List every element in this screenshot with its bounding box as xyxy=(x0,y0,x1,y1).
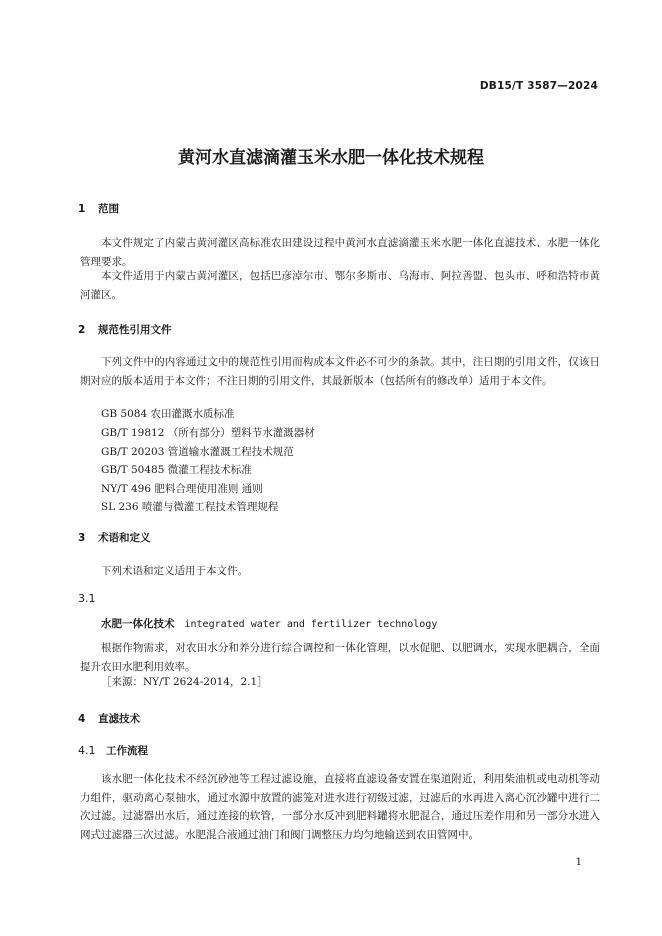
reference-item: NY/T 496 肥料合理使用准则 通则 xyxy=(101,483,263,495)
reference-item: SL 236 喷灌与微灌工程技术管理规程 xyxy=(101,501,279,513)
section-number: 4 xyxy=(78,713,86,725)
term-english: integrated water and fertilizer technology xyxy=(184,619,438,630)
section-number: 1 xyxy=(78,203,86,215)
section-2-heading xyxy=(78,322,172,337)
reference-item: GB/T 19812 （所有部分）塑料节水灌溉器材 xyxy=(101,427,315,439)
reference-item: GB 5084 农田灌溉水质标准 xyxy=(101,408,235,420)
section-title: 规范性引用文件 xyxy=(98,324,172,336)
terms-intro: 下列术语和定义适用于本文件。 xyxy=(101,565,248,577)
scope-paragraph-1: 本文件规定了内蒙古黄河灌区高标准农田建设过程中黄河水直滤滴灌玉米水肥一体化直滤技术、水肥一体化管理要求。 xyxy=(80,237,600,268)
section-title: 术语和定义 xyxy=(98,532,151,544)
term-entry xyxy=(101,616,437,631)
section-3-heading xyxy=(78,530,151,545)
term-definition: 根据作物需求，对农田水分和养分进行综合调控和一体化管理，以水促肥、以肥调水，实现水肥耦合，全面提升农田水肥利用效率。 xyxy=(80,642,600,673)
subsection-4-1-heading xyxy=(78,743,148,758)
subsection-title: 工作流程 xyxy=(106,745,148,757)
reference-item: GB/T 50485 微灌工程技术标准 xyxy=(101,464,252,476)
scope-paragraph-2: 本文件适用于内蒙古黄河灌区，包括巴彦淖尔市、鄂尔多斯市、乌海市、阿拉善盟、包头市、呼和浩特市黄河灌区。 xyxy=(80,270,600,301)
subsection-3-1-number: 3.1 xyxy=(78,592,96,605)
term-source: ［来源：NY/T 2624-2014，2.1］ xyxy=(101,676,268,688)
workflow-paragraph: 该水肥一体化技术不经沉砂池等工程过滤设施，直接将直滤设备安置在渠道附近，利用柴油机或电动机等动力组件，驱动离心泵抽水，通过水源中放置的滤笼对进水进行初级过滤，过滤后的水再进入离心沉沙罐中进行二次过滤。过滤器出水后，通过连接的软管，一部分水反冲到肥料罐将水肥混合，通过压差作用和另一部分水进入网式过滤器三次过滤。水肥混合液通过油门和阀门调整压力均匀地输送到农田管网中。 xyxy=(80,773,600,841)
page-number: 1 xyxy=(575,857,582,868)
subsection-number: 4.1 xyxy=(78,744,96,757)
section-number: 2 xyxy=(78,324,86,336)
term-chinese: 水肥一体化技术 xyxy=(101,618,175,630)
section-4-heading xyxy=(78,711,140,726)
section-title: 范围 xyxy=(98,203,119,215)
normative-intro: 下列文件中的内容通过文中的规范性引用而构成本文件必不可少的条款。其中，注日期的引用文件，仅该日期对应的版本适用于本文件；不注日期的引用文件，其最新版本（包括所有的修改单）适用于本文件。 xyxy=(80,356,600,387)
section-title: 直滤技术 xyxy=(98,713,140,725)
document-title: 黄河水直滤滴灌玉米水肥一体化技术规程 xyxy=(178,148,484,168)
section-1-heading xyxy=(78,201,119,216)
reference-item: GB/T 20203 管道输水灌溉工程技术规范 xyxy=(101,446,294,458)
document-number: DB15/T 3587—2024 xyxy=(479,80,598,92)
section-number: 3 xyxy=(78,532,86,544)
